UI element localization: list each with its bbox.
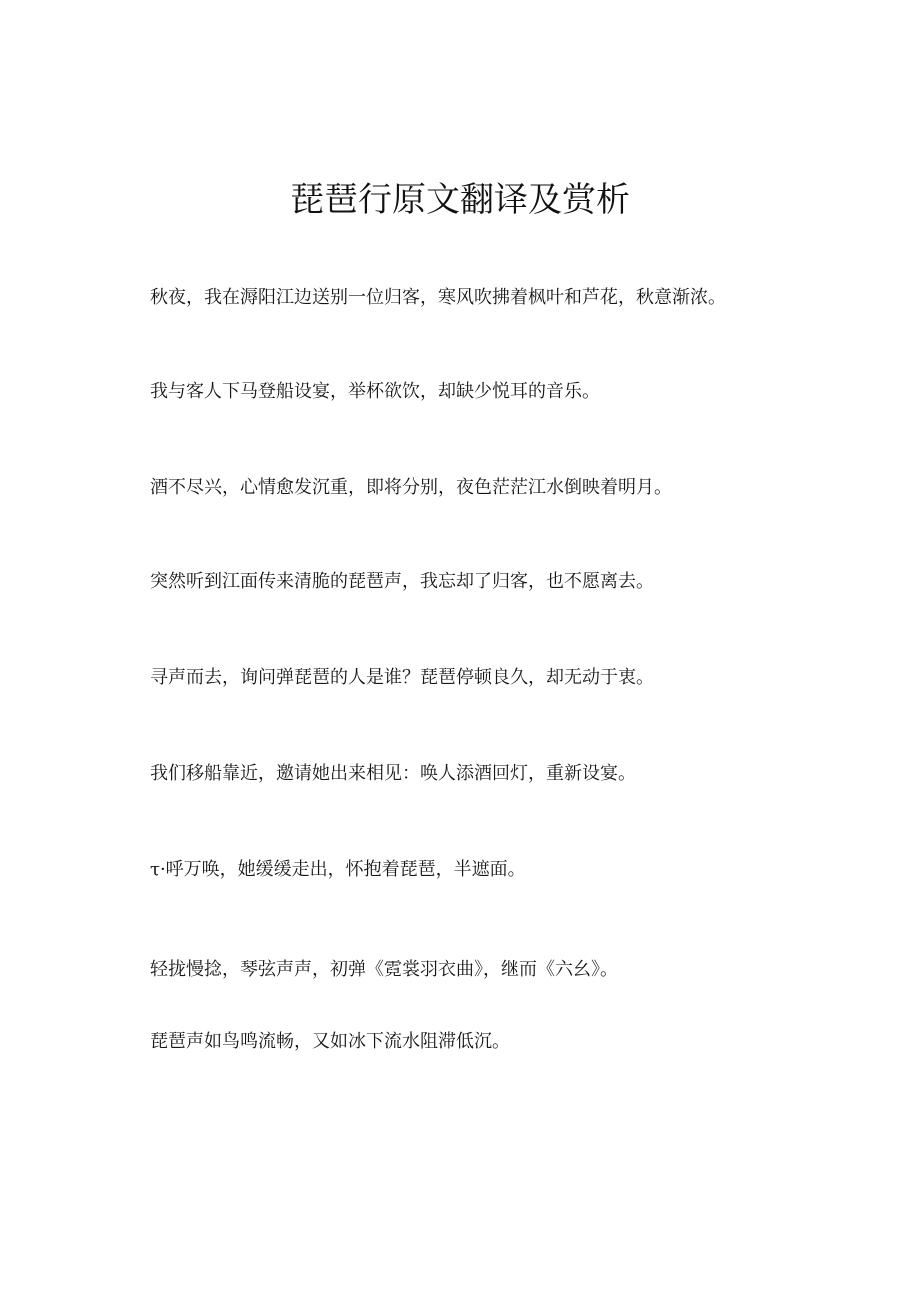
paragraph-7: τ·呼万唤，她缓缓走出，怀抱着琵琶，半遮面。 — [150, 859, 526, 880]
paragraph-9: 琵琶声如鸟鸣流畅，又如冰下流水阻滞低沉。 — [150, 1031, 510, 1052]
document-title: 琵琶行原文翻译及赏析 — [290, 180, 630, 220]
paragraph-5: 寻声而去，询问弹琵琶的人是谁？琵琶停顿良久，却无动于衷。 — [150, 667, 654, 688]
paragraph-1: 秋夜，我在溽阳江边送别一位归客，寒风吹拂着枫叶和芦花，秋意渐浓。 — [150, 287, 726, 308]
paragraph-4: 突然听到江面传来清脆的琵琶声，我忘却了归客，也不愿离去。 — [150, 571, 654, 592]
paragraph-2: 我与客人下马登船设宴，举杯欲饮，却缺少悦耳的音乐。 — [150, 381, 600, 402]
paragraph-8: 轻拢慢捻，琴弦声声，初弹《霓裳羽衣曲》，继而《六幺》。 — [150, 959, 618, 980]
paragraph-6: 我们移船靠近，邀请她出来相见：唤人添酒回灯，重新设宴。 — [150, 763, 636, 784]
paragraph-3: 酒不尽兴，心情愈发沉重，即将分别，夜色茫茫江水倒映着明月。 — [150, 477, 672, 498]
